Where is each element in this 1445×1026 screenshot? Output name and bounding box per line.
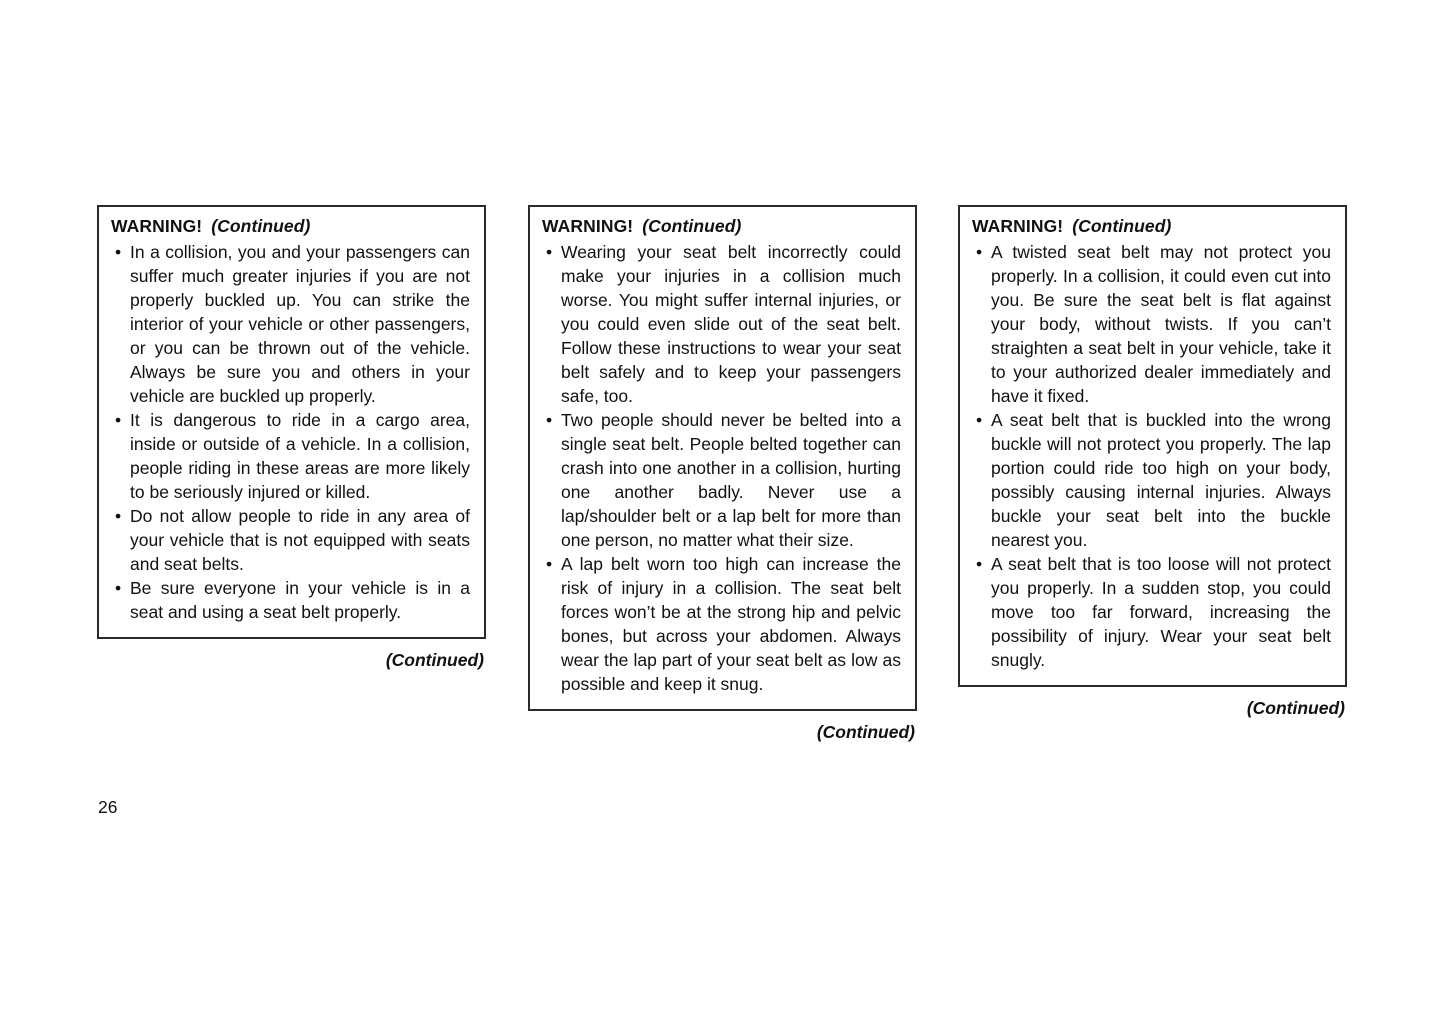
warning-title-text: WARNING! (111, 216, 203, 236)
warning-column-2 (528, 205, 917, 743)
bullet-item: • Do not allow people to ride in any area of your vehicle that is not equipped with seats and seat belts. (111, 504, 470, 576)
continued-label-3: (Continued) (1246, 698, 1345, 718)
bullet-item: • In a collision, you and your passengers can suffer much greater injuries if you are not properly buckled up. You can strike the interior of your vehicle or other passengers, or you can be thrown out of the vehicle. Always be sure you and others in your vehicle are buckled up properly. (111, 240, 470, 408)
warning-box-1-title (111, 216, 470, 237)
warning-box-2-bullets (542, 240, 901, 696)
warning-title-continued: (Continued) (642, 216, 742, 236)
continued-label-1: (Continued) (385, 650, 484, 670)
warning-box-1-bullets (111, 240, 470, 624)
continued-label-2: (Continued) (816, 722, 915, 742)
warning-column-3 (958, 205, 1347, 719)
warning-box-3 (958, 205, 1347, 687)
warning-title-continued: (Continued) (1072, 216, 1172, 236)
bullet-item: • Be sure everyone in your vehicle is in a seat and using a seat belt properly. (111, 576, 470, 624)
warning-box-2 (528, 205, 917, 711)
warning-box-2-title (542, 216, 901, 237)
bullet-item: • Wearing your seat belt incorrectly could make your injuries in a collision much worse. You might suffer internal injuries, or you could even slide out of the seat belt. Follow these instructions to wear your seat belt safely and to keep your passengers safe, too. (542, 240, 901, 408)
warning-box-3-bullets (972, 240, 1331, 672)
bullet-item: • It is dangerous to ride in a cargo area, inside or outside of a vehicle. In a collision, people riding in these areas are more likely to be seriously injured or killed. (111, 408, 470, 504)
page-number: 26 (98, 797, 118, 817)
warning-box-3-title (972, 216, 1331, 237)
warning-title-continued: (Continued) (211, 216, 311, 236)
warning-column-1 (97, 205, 486, 671)
bullet-item: • A seat belt that is too loose will not protect you properly. In a sudden stop, you could move too far forward, increasing the possibility of injury. Wear your seat belt snugly. (972, 552, 1331, 672)
bullet-item: • A twisted seat belt may not protect you properly. In a collision, it could even cut into you. Be sure the seat belt is flat against your body, without twists. If you can’t straighten a seat belt in your vehicle, take it to your authorized dealer immediately and have it fixed. (972, 240, 1331, 408)
warning-title-text: WARNING! (972, 216, 1064, 236)
bullet-item: • Two people should never be belted into a single seat belt. People belted together can crash into one another in a collision, hurting one another badly. Never use a lap/shoulder belt or a lap belt for more than one person, no matter what their size. (542, 408, 901, 552)
bullet-item: • A lap belt worn too high can increase the risk of injury in a collision. The seat belt forces won’t be at the strong hip and pelvic bones, but across your abdomen. Always wear the lap part of your seat belt as low as possible and keep it snug. (542, 552, 901, 696)
warning-box-1 (97, 205, 486, 639)
bullet-item: • A seat belt that is buckled into the wrong buckle will not protect you properly. The lap portion could ride too high on your body, possibly causing internal injuries. Always buckle your seat belt into the buckle nearest you. (972, 408, 1331, 552)
warning-title-text: WARNING! (542, 216, 634, 236)
